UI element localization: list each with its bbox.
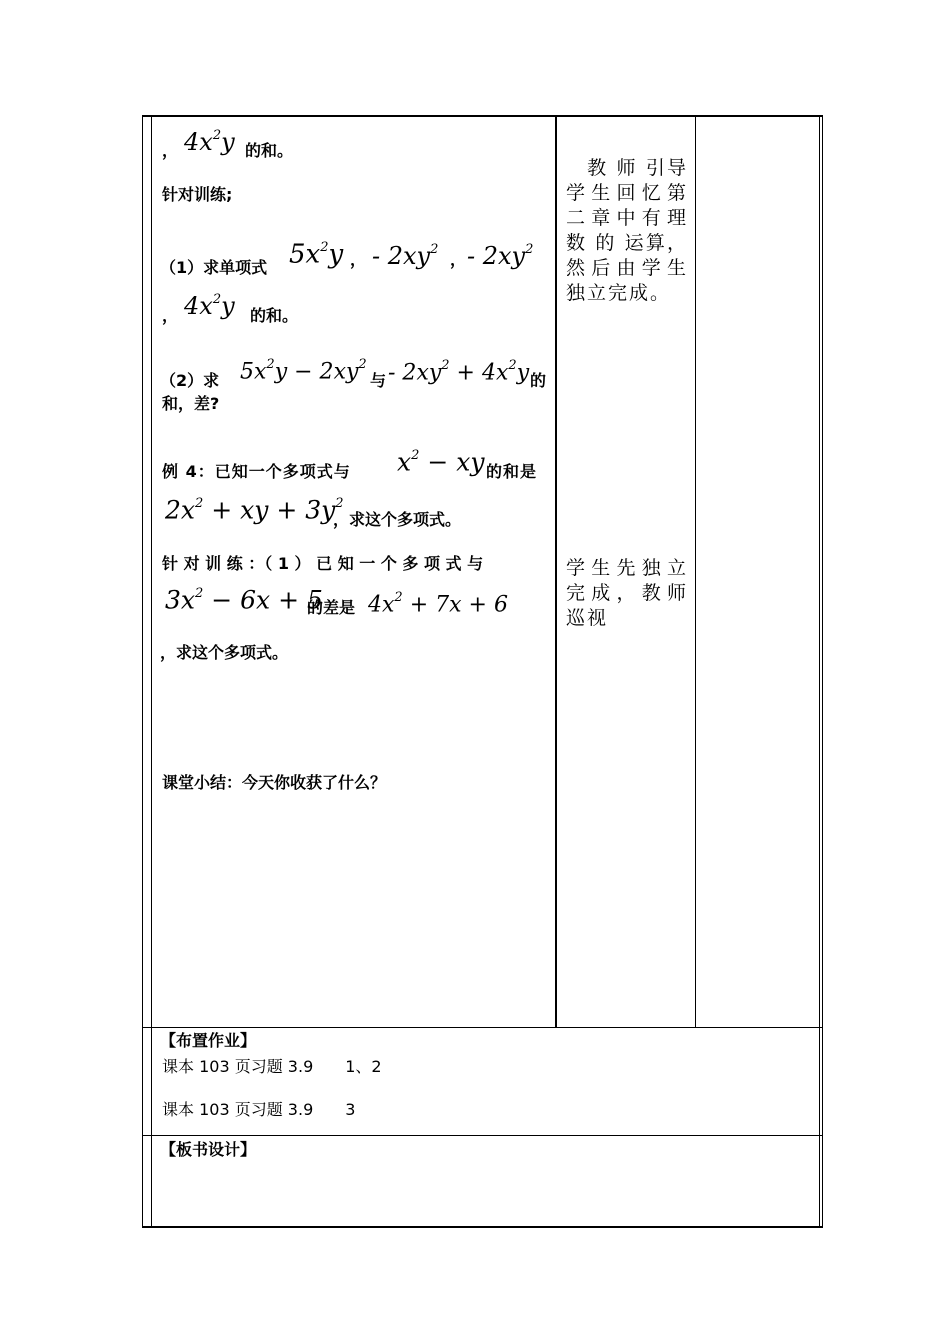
line1-suffix: 的和。 <box>245 141 294 160</box>
homework-line-1: 课本 103 页习题 3.9 1、2 <box>162 1057 382 1076</box>
ex4-tail: ，求这个多项式。 <box>333 510 462 529</box>
q1-math-4: $4x^2y$ <box>184 292 235 320</box>
table-border-right-outer <box>822 115 823 1228</box>
table-border-right-inner <box>819 115 820 1228</box>
comma: ， <box>450 250 467 269</box>
q1-prefix: （1）求单项式 <box>160 258 268 277</box>
training-math-1: $3x^2 - 6x + 5$ <box>165 585 323 615</box>
table-border-left-inner <box>151 115 152 1228</box>
class-summary: 课堂小结：今天你收获了什么？ <box>162 773 387 792</box>
comma: ， <box>162 141 179 160</box>
comma: ， <box>162 306 179 325</box>
col-divider-2 <box>695 115 696 1028</box>
q2-prefix: （2）求 <box>160 371 220 390</box>
math-4x2y: $4x^2y$ <box>184 128 235 156</box>
comma: ， <box>350 250 367 269</box>
ex4-prefix: 例 4：已知一个多项式与 <box>162 462 351 481</box>
q2-line2: 和，差? <box>162 394 220 413</box>
q2-math-1: $5x^2y - 2xy^2$ <box>240 357 367 385</box>
training-prefix: 针 对 训 练 ：（ 1 ） 已 知 一 个 多 项 式 与 <box>162 554 484 573</box>
table-border-top <box>142 115 823 117</box>
ex4-suffix: 的和是 <box>486 462 538 481</box>
training-math-2: $4x^2 + 7x + 6$ <box>368 590 508 618</box>
q2-mid: 与 <box>370 371 387 390</box>
homework-line-2: 课本 103 页习题 3.9 3 <box>162 1100 356 1119</box>
board-title: 【板书设计】 <box>160 1140 257 1159</box>
q1-math-2: - $2xy^2$ <box>372 242 439 270</box>
q2-math-2: - $2xy^2 + 4x^2y$ <box>388 358 530 386</box>
homework-title: 【布置作业】 <box>160 1031 257 1050</box>
table-border-left-outer <box>142 115 143 1228</box>
q1-math-3: - $2xy^2$ <box>467 242 534 270</box>
q1-math-1: $5x^2y$ <box>289 239 344 270</box>
ex4-math-2: $2x^2$ + xy + $3y^2$ <box>165 495 344 525</box>
teacher-note-1: 教 师 引导学生回忆第二章中有理 数 的 运算，然后由学生独立完成。 <box>566 157 688 304</box>
ex4-math-1: $x^2$ − xy <box>397 447 485 477</box>
q1-suffix: 的和。 <box>250 306 299 325</box>
practice-title: 针对训练; <box>162 185 233 204</box>
training-tail: ，求这个多项式。 <box>160 643 289 662</box>
row-divider-2 <box>142 1135 823 1136</box>
col-divider-1 <box>555 115 557 1028</box>
table-border-bottom <box>142 1226 823 1228</box>
teacher-note-2: 学生先独立完成，教师巡视 <box>566 557 688 629</box>
row-divider-1 <box>142 1027 823 1028</box>
training-mid: 的差是 <box>307 598 356 617</box>
q2-suffix: 的 <box>530 371 547 390</box>
